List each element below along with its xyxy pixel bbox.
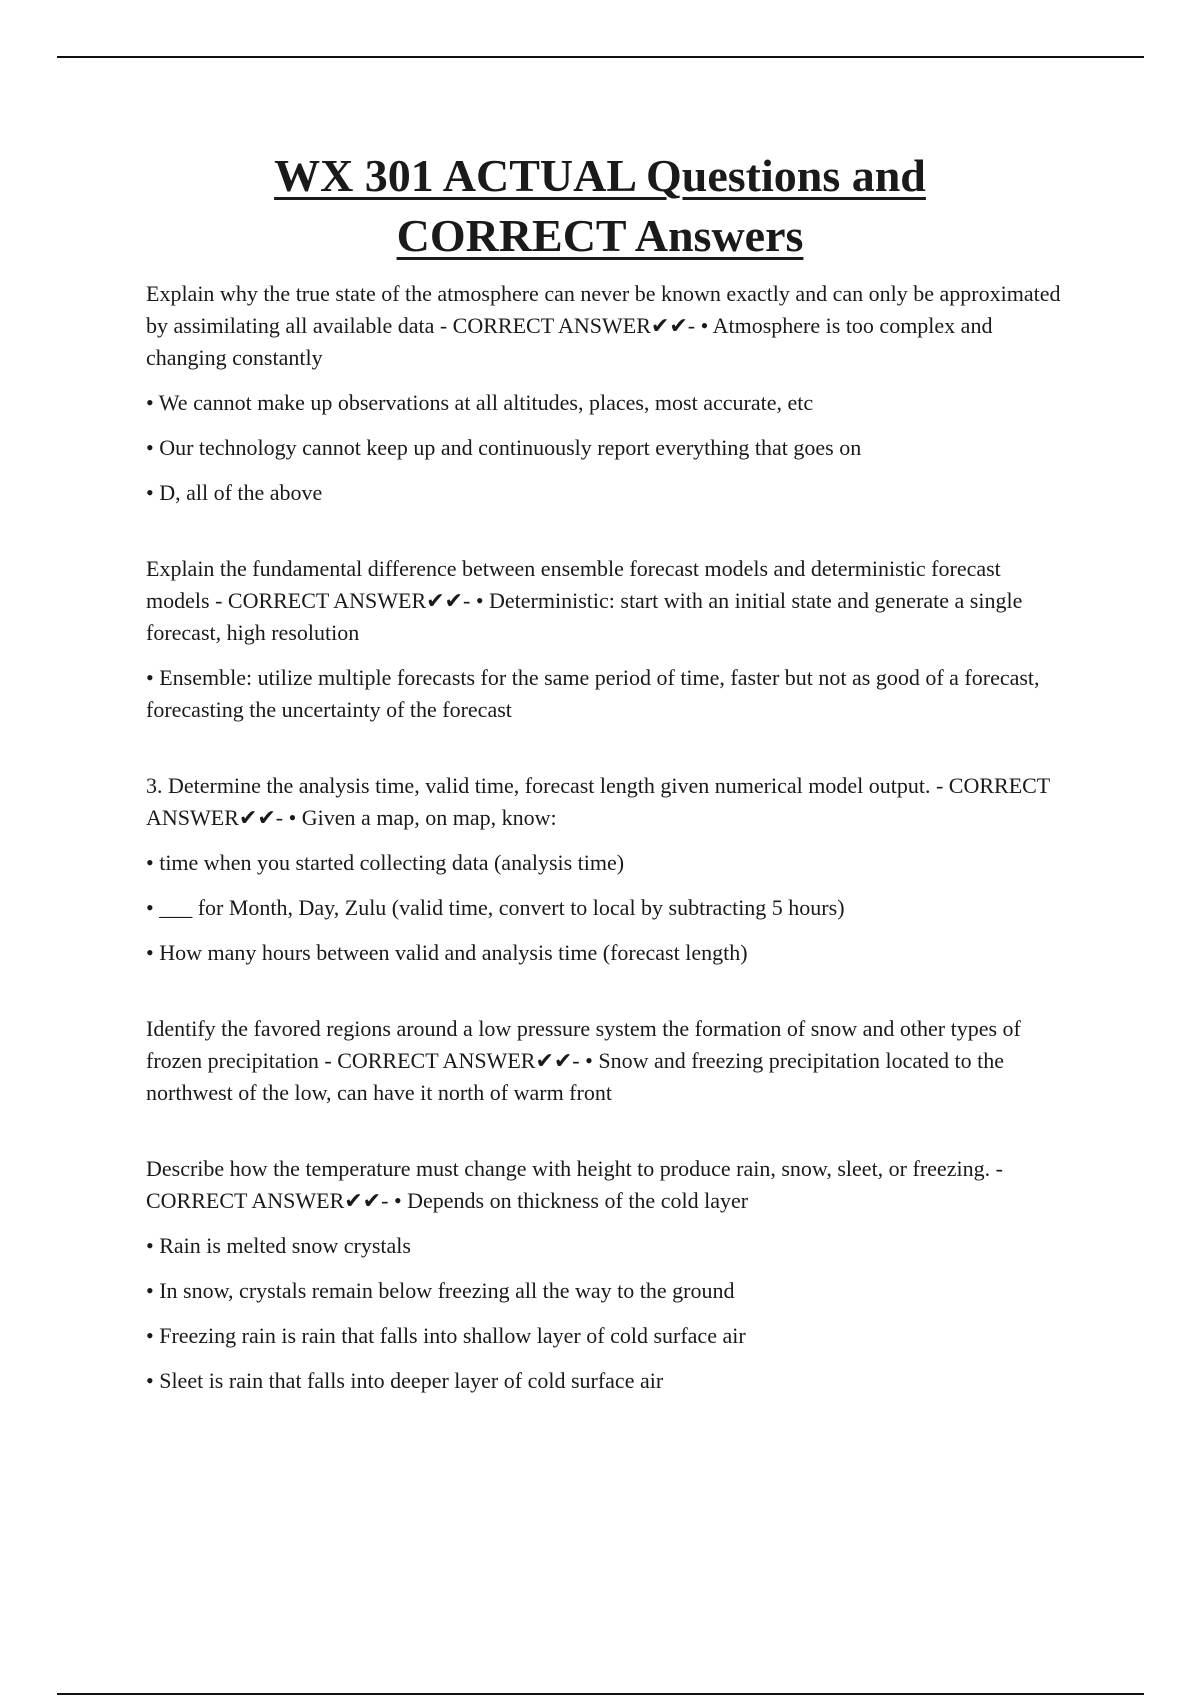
question-with-answer bbox=[146, 770, 1066, 834]
answer-text: • Atmosphere is too complex and changing constantly bbox=[146, 313, 993, 370]
title-line-2: CORRECT Answers bbox=[396, 210, 804, 261]
answer-bullet: • D, all of the above bbox=[146, 480, 323, 505]
answer-bullet: • time when you started collecting data (analysis time) bbox=[146, 850, 625, 875]
question-with-answer bbox=[146, 278, 1066, 374]
answer-text: • Snow and freezing precipitation located to the northwest of the low, can have it north of warm front bbox=[146, 1048, 1004, 1105]
question-with-answer bbox=[146, 553, 1066, 649]
qa-item bbox=[146, 770, 1066, 969]
answer-bullet: • Ensemble: utilize multiple forecasts for the same period of time, faster but not as good of a forecast, forecasting the uncertainty of the forecast bbox=[146, 665, 1040, 722]
answer-bullet: • Our technology cannot keep up and continuously report everything that goes on bbox=[146, 435, 862, 460]
answer-bullet: • Rain is melted snow crystals bbox=[146, 1233, 411, 1258]
question-with-answer bbox=[146, 1153, 1066, 1217]
answer-text: • Given a map, on map, know: bbox=[288, 805, 557, 830]
answer-bullet: • We cannot make up observations at all altitudes, places, most accurate, etc bbox=[146, 390, 814, 415]
answer-text: • Depends on thickness of the cold layer bbox=[393, 1188, 749, 1213]
question-text: Identify the favored regions around a low pressure system the formation of snow and other types of frozen precipitation bbox=[146, 1016, 1021, 1073]
bottom-rule bbox=[57, 1693, 1144, 1695]
question-text: Explain the fundamental difference between ensemble forecast models and deterministic forecast models bbox=[146, 556, 1001, 613]
answer-bullet: • ___ for Month, Day, Zulu (valid time, convert to local by subtracting 5 hours) bbox=[146, 895, 845, 920]
answer-bullet: • How many hours between valid and analysis time (forecast length) bbox=[146, 940, 748, 965]
qa-list bbox=[146, 278, 1066, 1441]
qa-item bbox=[146, 1153, 1066, 1397]
qa-item bbox=[146, 278, 1066, 509]
answer-marker: - CORRECT ANSWER✔✔- bbox=[434, 313, 701, 338]
question-text: Explain why the true state of the atmosphere can never be known exactly and can only be approximated by assimilating all available data bbox=[146, 281, 1061, 338]
answer-bullet: • Freezing rain is rain that falls into shallow layer of cold surface air bbox=[146, 1323, 746, 1348]
answer-marker: - CORRECT ANSWER✔✔- bbox=[146, 773, 1050, 830]
qa-item bbox=[146, 1013, 1066, 1109]
question-text: Describe how the temperature must change with height to produce rain, snow, sleet, or freezing. bbox=[146, 1156, 991, 1181]
document-title bbox=[100, 146, 1100, 266]
answer-marker: - CORRECT ANSWER✔✔- bbox=[146, 1156, 1003, 1213]
answer-bullet: • Sleet is rain that falls into deeper layer of cold surface air bbox=[146, 1368, 664, 1393]
answer-text: • Deterministic: start with an initial state and generate a single forecast, high resolution bbox=[146, 588, 1023, 645]
top-rule bbox=[57, 56, 1144, 58]
question-with-answer bbox=[146, 1013, 1066, 1109]
question-text: 3. Determine the analysis time, valid time, forecast length given numerical model output. bbox=[146, 773, 931, 798]
qa-item bbox=[146, 553, 1066, 726]
answer-marker: - CORRECT ANSWER✔✔- bbox=[209, 588, 476, 613]
answer-marker: - CORRECT ANSWER✔✔- bbox=[318, 1048, 586, 1073]
title-line-1: WX 301 ACTUAL Questions and bbox=[274, 150, 926, 201]
answer-bullet: • In snow, crystals remain below freezing all the way to the ground bbox=[146, 1278, 735, 1303]
